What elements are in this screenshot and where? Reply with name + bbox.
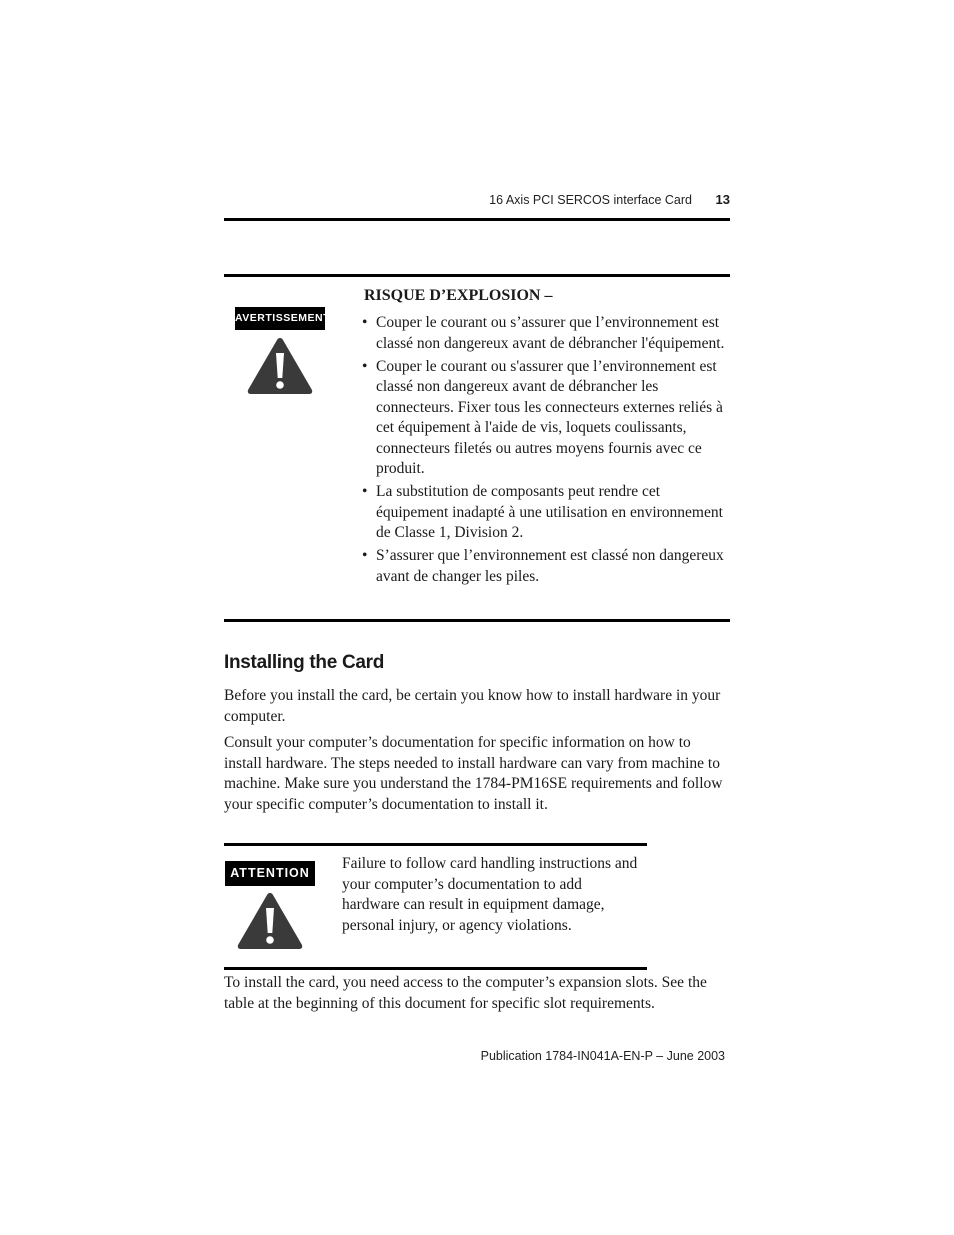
attention-badge: ATTENTION — [225, 861, 315, 886]
warning-box — [224, 274, 730, 622]
publication-footer: Publication 1784-IN041A-EN-P – June 2003 — [480, 1049, 725, 1063]
warning-heading: RISQUE D’EXPLOSION – — [364, 287, 553, 304]
exclamation-triangle-icon — [235, 890, 305, 952]
warning-list — [362, 313, 732, 590]
list-item: • La substitution de composants peut rendre cet équipement inadapté à une utilisation en environnement de Classe 1, Division 2. — [362, 482, 732, 544]
header-title: 16 Axis PCI SERCOS interface Card — [489, 193, 692, 207]
list-item: • S’assurer que l’environnement est classé non dangereux avant de changer les piles. — [362, 546, 732, 587]
paragraph: To install the card, you need access to the computer’s expansion slots. See the table at the beginning of this document for specific slot requirements. — [224, 974, 707, 1012]
paragraph: Before you install the card, be certain you know how to install hardware in your computer. — [224, 687, 721, 725]
page-number: 13 — [715, 192, 730, 207]
list-item: • Couper le courant ou s'assurer que l’environnement est classé non dangereux avant de débrancher les connecteurs. Fixer tous les connecteurs externes reliés à cet équipement à l'aide de vis, loquets coulissants, connecteurs filetés ou autres moyens fournis avec ce produit. — [362, 357, 732, 480]
attention-box — [224, 843, 647, 970]
list-item: • Couper le courant ou s’assurer que l’environnement est classé non dangereux avant de débrancher l'équipement. — [362, 313, 732, 354]
paragraph: Consult your computer’s documentation for specific information on how to install hardware. The steps needed to install hardware can vary from machine to machine. Make sure you understand the 1784-PM16SE requirements and follow your specific computer’s documentation to install it. — [224, 734, 723, 813]
avertissement-badge: AVERTISSEMENT — [235, 307, 325, 330]
page-header — [224, 190, 730, 221]
section-title: Installing the Card — [224, 652, 385, 673]
attention-text: Failure to follow card handling instructions and your computer’s documentation to add hardware can result in equipment damage, personal injury, or agency violations. — [342, 855, 638, 934]
exclamation-triangle-icon — [245, 335, 315, 397]
